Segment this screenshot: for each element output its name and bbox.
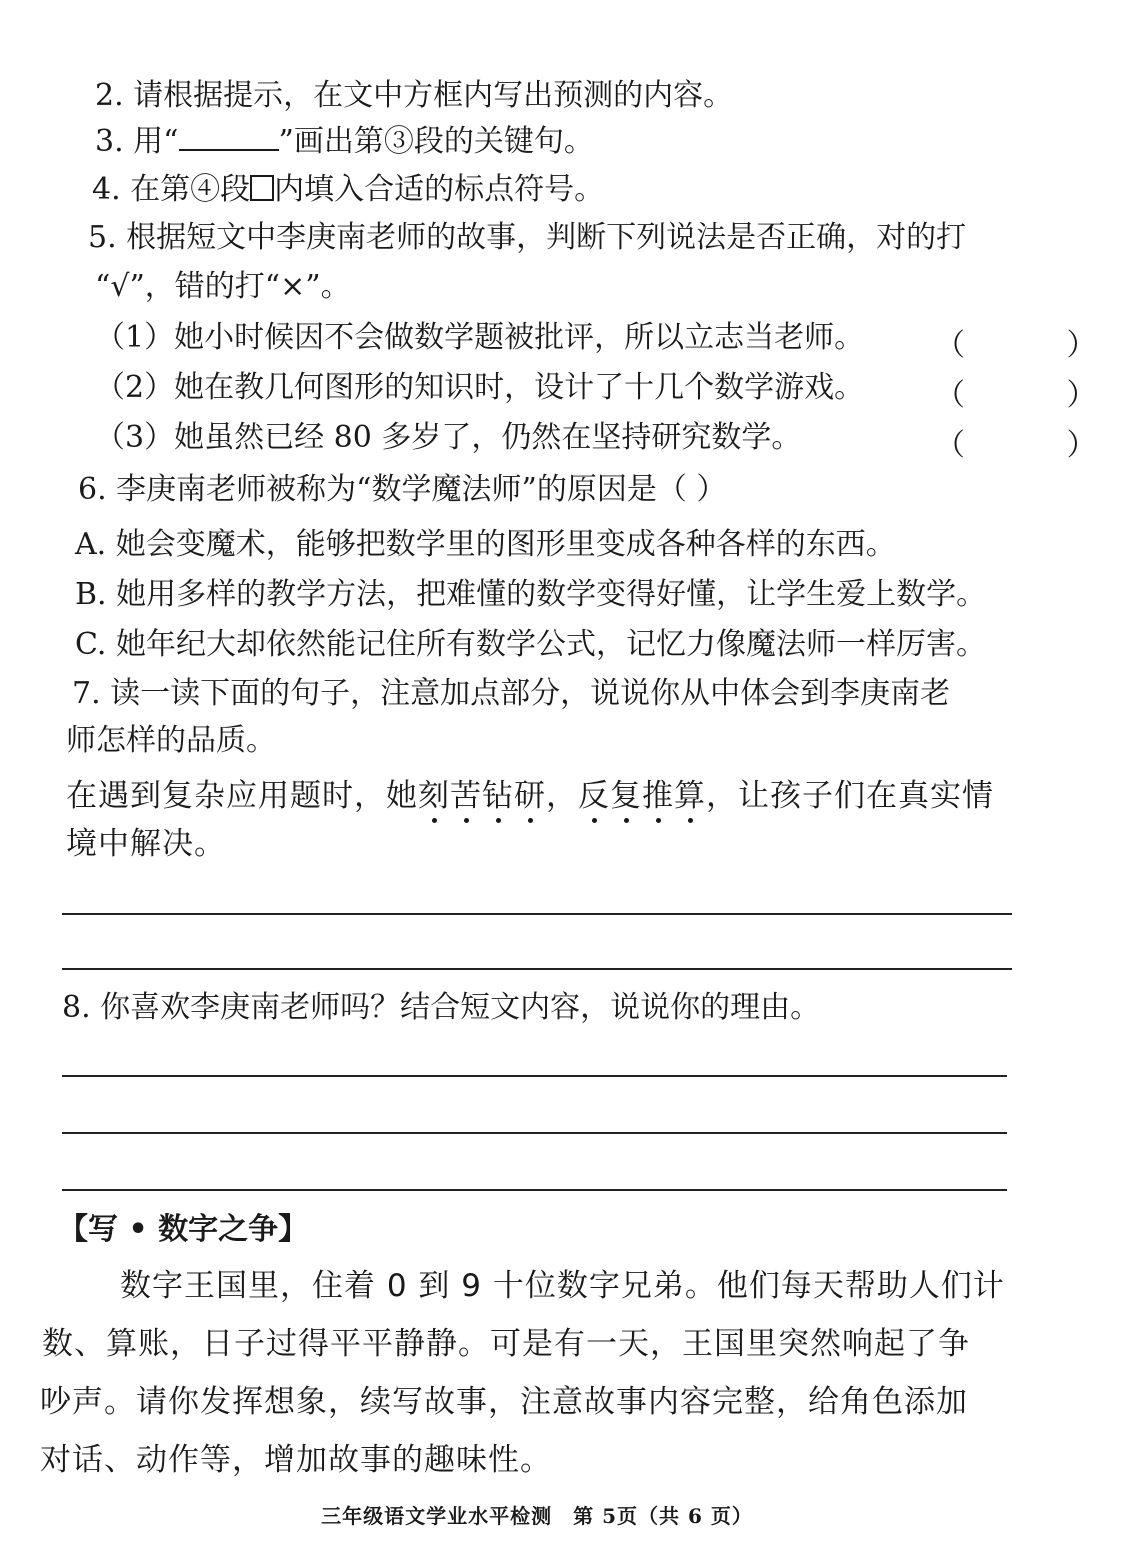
question-4	[92, 172, 604, 208]
answer-line-7-2[interactable]	[62, 968, 1012, 970]
judge-item-2: （2）她在教几何图形的知识时，设计了十几个数学游戏。	[95, 370, 865, 405]
question-8: 8. 你喜欢李庚南老师吗？结合短文内容，说说你的理由。	[62, 990, 821, 1025]
emphasis-dot-char: 算	[674, 778, 706, 814]
answer-line-8-3[interactable]	[62, 1189, 1007, 1191]
dotted-phrase-1	[418, 778, 546, 814]
answer-line-8-1[interactable]	[62, 1075, 1007, 1077]
option-a: A. 她会变魔术，能够把数学里的图形里变成各种各样的东西。	[75, 527, 896, 562]
question-5-line-1: 5. 根据短文中李庚南老师的故事，判断下列说法是否正确，对的打	[88, 220, 967, 255]
sentence-part-a: 在遇到复杂应用题时，她	[66, 778, 418, 814]
emphasis-dot-char: 刻	[418, 778, 450, 814]
sentence-part-b: ，让孩子们在真实情	[706, 778, 994, 814]
writing-prompt-line-2: 数、算账，日子过得平平静静。可是有一天，王国里突然响起了争	[42, 1326, 970, 1362]
judge-item-1: （1）她小时候因不会做数学题被批评，所以立志当老师。	[95, 320, 865, 355]
question-7-sentence	[66, 778, 994, 815]
writing-prompt-line-4: 对话、动作等，增加故事的趣味性。	[40, 1442, 552, 1478]
dotted-phrase-2	[578, 778, 706, 814]
underline-sample	[179, 127, 279, 151]
writing-section-title: 【写 • 数字之争】	[58, 1212, 309, 1247]
question-7-line-2: 师怎样的品质。	[66, 723, 276, 758]
question-6: 6. 李庚南老师被称为“数学魔法师”的原因是（ ）	[78, 472, 727, 507]
writing-prompt-line-1: 数字王国里，住着 0 到 9 十位数字兄弟。他们每天帮助人们计	[120, 1268, 1005, 1304]
question-2: 2. 请根据提示，在文中方框内写出预测的内容。	[95, 78, 734, 113]
emphasis-dot-char: 反	[578, 778, 610, 814]
question-3	[95, 124, 594, 160]
sentence-sep: ，	[546, 778, 578, 814]
answer-line-7-1[interactable]	[62, 913, 1012, 915]
answer-line-8-2[interactable]	[62, 1132, 1007, 1134]
emphasis-dot-char: 研	[514, 778, 546, 814]
option-c: C. 她年纪大却依然能记住所有数学公式，记忆力像魔法师一样厉害。	[75, 627, 986, 662]
writing-prompt-line-3: 吵声。请你发挥想象，续写故事，注意故事内容完整，给角色添加	[40, 1384, 968, 1420]
judge-answer-1[interactable]: （ ）	[935, 328, 1143, 363]
question-5-line-2: “√”，错的打“×”。	[95, 269, 351, 304]
question-3-suffix: ”画出第③段的关键句。	[278, 124, 594, 159]
question-4-prefix: 4. 在第④段	[92, 172, 251, 207]
question-7-sentence-line-2: 境中解决。	[66, 826, 226, 862]
judge-item-3: （3）她虽然已经 80 多岁了，仍然在坚持研究数学。	[95, 420, 802, 455]
question-4-suffix: 内填入合适的标点符号。	[274, 172, 605, 207]
emphasis-dot-char: 复	[610, 778, 642, 814]
option-b: B. 她用多样的教学方法，把难懂的数学变得好懂，让学生爱上数学。	[75, 577, 987, 612]
small-box-icon	[250, 175, 274, 201]
page-footer: 三年级语文学业水平检测 第 5页（共 6 页）	[321, 1504, 753, 1528]
judge-answer-2[interactable]: （ ）	[935, 378, 1143, 413]
emphasis-dot-char: 钻	[482, 778, 514, 814]
emphasis-dot-char: 苦	[450, 778, 482, 814]
emphasis-dot-char: 推	[642, 778, 674, 814]
question-3-prefix: 3. 用“	[95, 124, 179, 159]
judge-answer-3[interactable]: （ ）	[935, 428, 1143, 463]
question-7-line-1: 7. 读一读下面的句子，注意加点部分，说说你从中体会到李庚南老	[72, 676, 951, 711]
